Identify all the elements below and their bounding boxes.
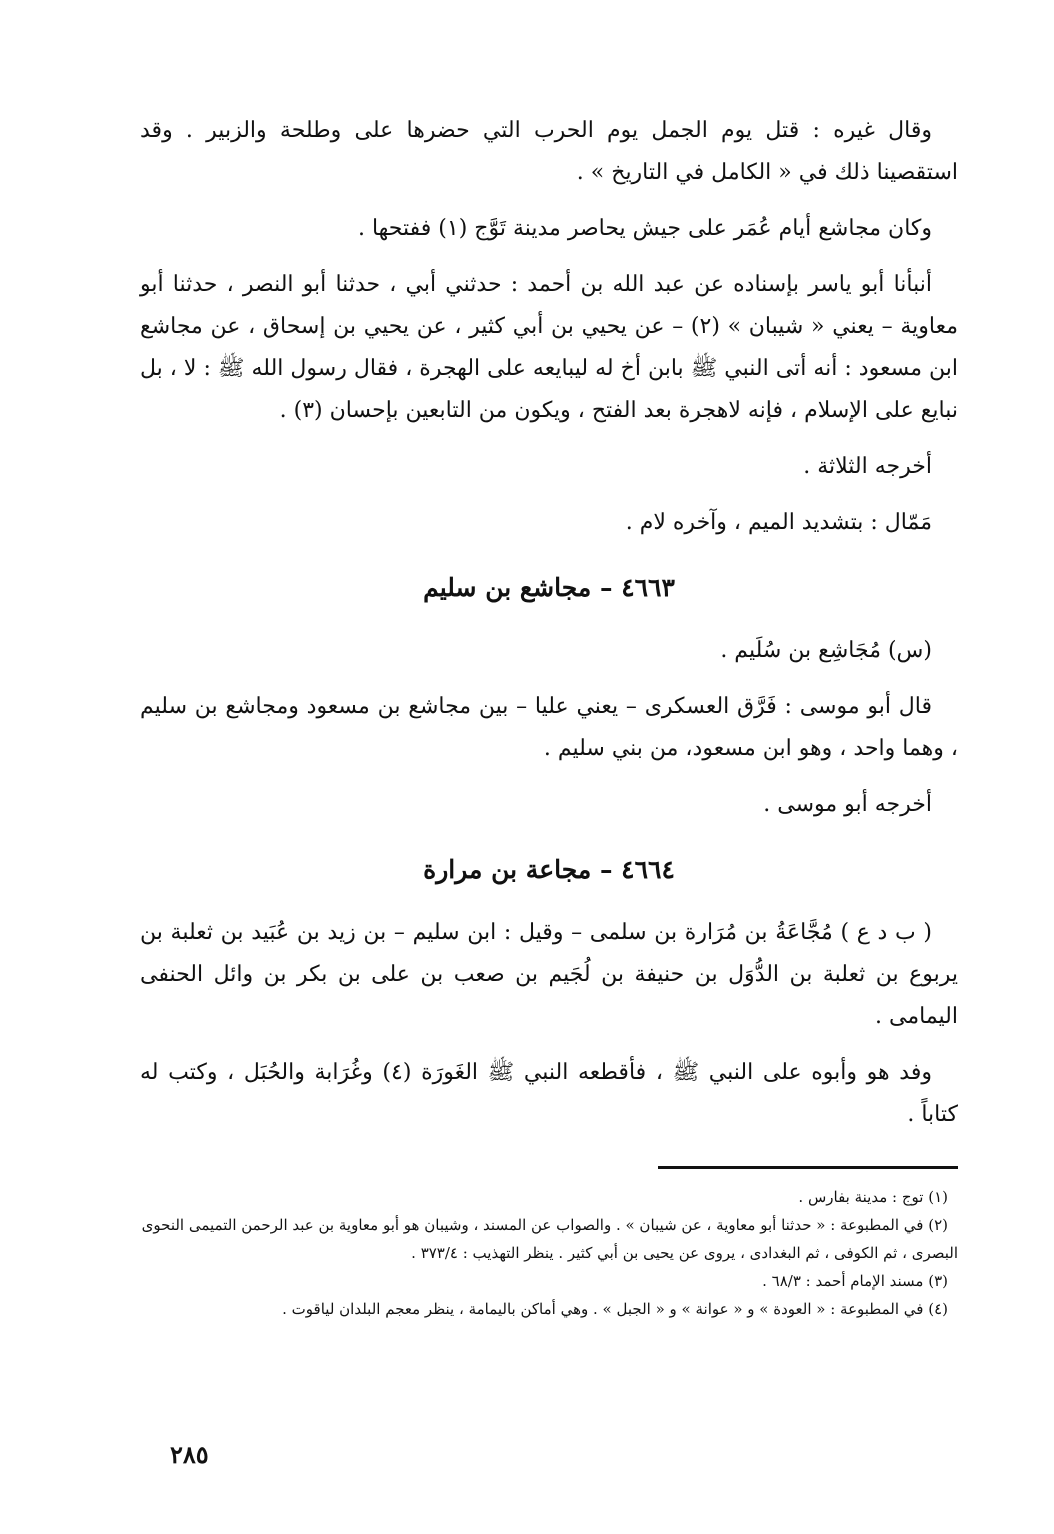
footnote-3: (٣) مسند الإمام أحمد : ٦٨/٣ .	[762, 1272, 948, 1290]
paragraph-entry-name: (س) مُجَاشِع بن سُلَيم .	[720, 638, 932, 663]
paragraph-hadith-narration: أنبأنا أبو ياسر بإسناده عن عبد الله بن أحمد : حدثني أبي ، حدثنا أبو النصر ، حدثنا أبو معاوية – يعني « شيبان » (٢) – عن يحيي بن أبي كثير ، عن يحيي بن إسحاق ، عن مجاشع ابن مسعود : أنه أتى النبي ﷺ بابن أخ له ليبايعه على الهجرة ، فقال رسول الله ﷺ : لا ، بل نبايع على الإسلام ، فإنه لاهجرة بعد الفتح ، ويكون من التابعين بإحسان (٣) .	[140, 272, 958, 423]
paragraph-abu-musa-note: قال أبو موسى : فَرَّق العسكرى – يعني عليا – بين مجاشع بن مسعود ومجاشع بن سليم ، وهما واحد ، وهو ابن مسعود، من بني سليم .	[140, 694, 958, 761]
footnote-4: (٤) في المطبوعة : « العودة » و « عوانة » و « الجبل » . وهي أماكن باليمامة ، ينظر معجم البلدان لياقوت .	[282, 1300, 948, 1318]
footnotes	[140, 1183, 958, 1323]
paragraph-attribution-abu-musa: أخرجه أبو موسى .	[763, 792, 932, 817]
footnote-divider	[658, 1166, 958, 1169]
paragraph-siege-tawwaj: وكان مجاشع أيام عُمَر على جيش يحاصر مدينة تَوَّج (١) ففتحها .	[357, 216, 932, 241]
footnote-1: (١) توج : مدينة بفارس .	[798, 1188, 948, 1206]
paragraph-delegation: وفد هو وأبوه على النبي ﷺ ، فأقطعه النبي ﷺ الغَورَة (٤) وغُرَابة والحُبَل ، وكتب له كتاباً .	[140, 1060, 958, 1127]
entry-heading-4663: ٤٦٦٣ – مجاشع بن سليم	[423, 573, 675, 602]
paragraph-lineage: ( ب د ع ) مُجَّاعَةُ بن مُرَارة بن سلمى – وقيل : ابن سليم – بن زيد بن عُبَيد بن ثعلبة بن يربوع بن ثعلبة بن الدُّوَل بن حنيفة بن لُجَيم بن صعب بن على بن بكر بن وائل الحنفى اليمامى .	[140, 920, 959, 1029]
paragraph-death-account: وقال غيره : قتل يوم الجمل يوم الحرب التي حضرها على وطلحة والزبير . وقد استقصينا ذلك في « الكامل في التاريخ » .	[140, 118, 958, 185]
paragraph-attribution-three: أخرجه الثلاثة .	[803, 454, 932, 479]
entry-heading-4664: ٤٦٦٤ – مجاعة بن مرارة	[423, 855, 675, 884]
page-number: ٢٨٥	[170, 1440, 209, 1469]
footnote-2: (٢) في المطبوعة : « حدثنا أبو معاوية ، عن شيبان » . والصواب عن المسند ، وشيبان هو أبو معاوية بن عبد الرحمن التميمى النحوى البصرى ، ثم الكوفى ، ثم البغدادى ، يروى عن يحيى بن أبي كثير . ينظر التهذيب : ٣٧٣/٤ .	[141, 1216, 958, 1262]
paragraph-name-note: مَمّال : بتشديد الميم ، وآخره لام .	[625, 510, 932, 535]
